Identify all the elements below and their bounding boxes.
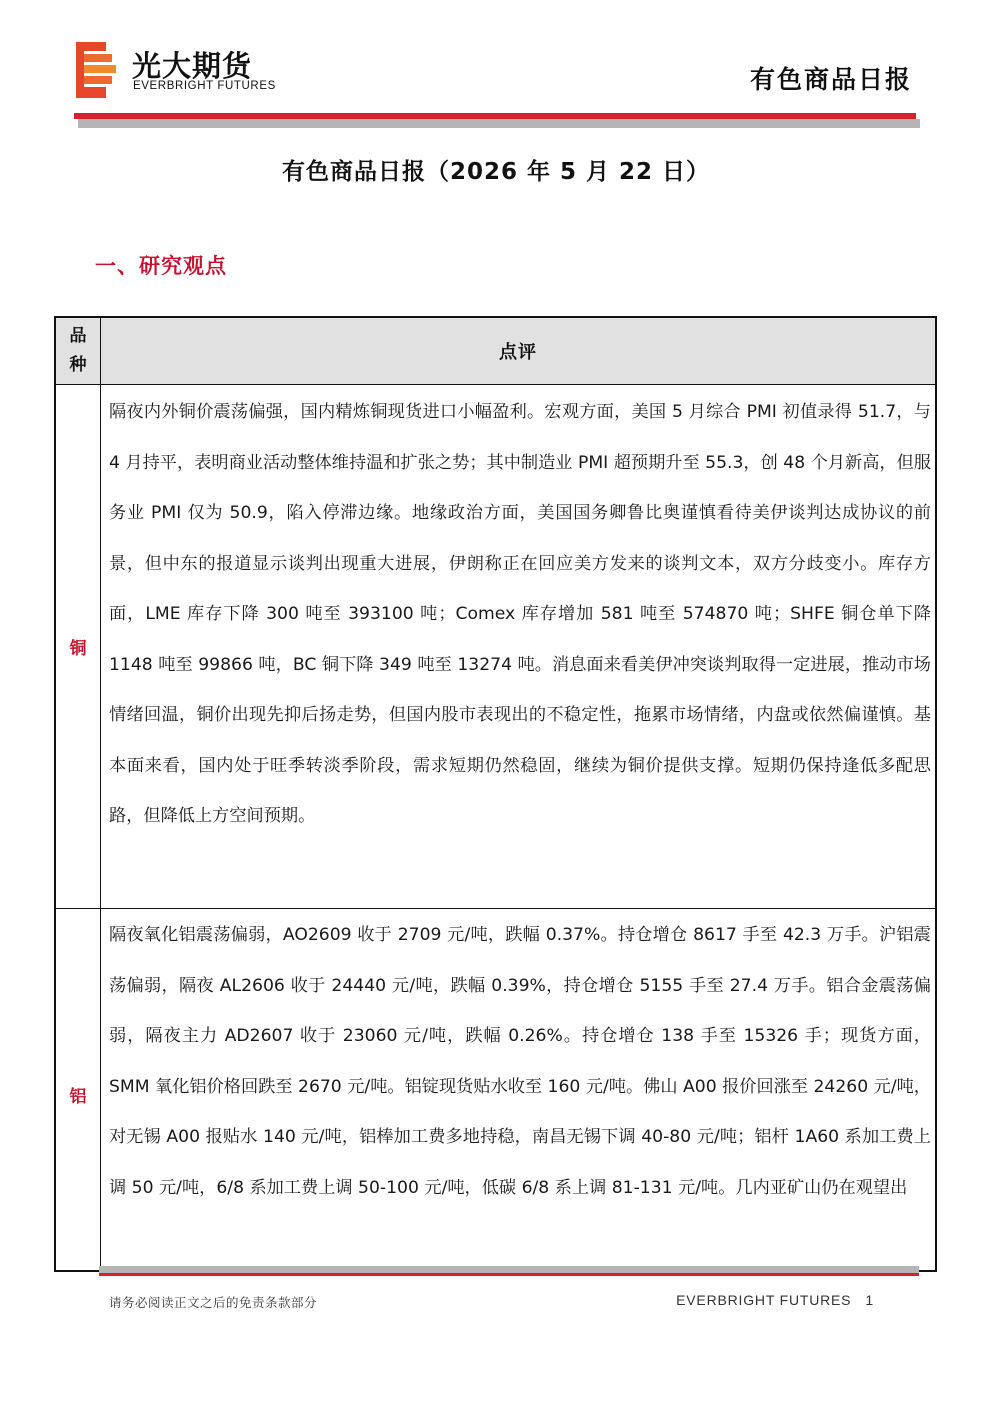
header-rule-shadow: [78, 119, 920, 128]
section-heading: 一、研究观点: [95, 254, 227, 278]
header-rule: [74, 113, 916, 119]
table-header-row: [56, 318, 935, 385]
comment-copper: 隔夜内外铜价震荡偏强，国内精炼铜现货进口小幅盈利。宏观方面，美国 5 月综合 PMI 初值录得 51.7，与 4 月持平，表明商业活动整体维持温和扩张之势；其中制造业 PMI 超预期升至 55.3，创 48 个月新高，但服务业 PMI 仅为 50.9，陷入停滞边缘。地缘政治方面，美国国务卿鲁比奥谨慎看待美伊谈判达成协议的前景，但中东的报道显示谈判出现重大进展，伊朗称正在回应美方发来的谈判文本，双方分歧变小。库存方面，LME 库存下降 300 吨至 393100 吨；Comex 库存增加 581 吨至 574870 吨；SHFE 铜仓单下降 1148 吨至 99866 吨，BC 铜下降 349 吨至 13274 吨。消息面来看美伊冲突谈判取得一定进展，推动市场情绪回温，铜价出现先抑后扬走势，但国内股市表现出的不稳定性，拖累市场情绪，内盘或依然偏谨慎。基本面来看，国内处于旺季转淡季阶段，需求短期仍然稳固，继续为铜价提供支撑。短期仍保持逢低多配思路，但降低上方空间预期。: [109, 402, 931, 826]
table-row-aluminum: [56, 909, 935, 1272]
footer-rule: [99, 1273, 919, 1276]
research-table: [54, 316, 937, 1272]
report-type-label: 有色商品日报: [749, 65, 912, 94]
comment-aluminum: 隔夜氧化铝震荡偏弱，AO2609 收于 2709 元/吨，跌幅 0.37%。持仓增仓 8617 手至 42.3 万手。沪铝震荡偏弱，隔夜 AL2606 收于 24440 元/吨，跌幅 0.39%，持仓增仓 5155 手至 27.4 万手。铝合金震荡偏弱，隔夜主力 AD2607 收于 23060 元/吨，跌幅 0.26%。持仓增仓 138 手至 15326 手；现货方面，SMM 氧化铝价格回跌至 2670 元/吨。铝锭现货贴水收至 160 元/吨。佛山 A00 报价回涨至 24260 元/吨，对无锡 A00 报贴水 140 元/吨，铝棒加工费多地持稳，南昌无锡下调 40-80 元/吨；铝杆 1A60 系加工费上调 50 元/吨，6/8 系加工费上调 50-100 元/吨，低碳 6/8 系上调 81-131 元/吨。几内亚矿山仍在观望出: [109, 925, 931, 1198]
table-row-copper: [56, 384, 935, 909]
variety-name-copper: 铜: [69, 638, 87, 659]
logo-mark-icon: [76, 42, 116, 98]
variety-name-aluminum: 铝: [69, 1086, 87, 1107]
header-comment: 点评: [499, 342, 537, 363]
company-logo: [76, 42, 286, 102]
header-variety-label: 品 种: [69, 326, 87, 375]
document-title: 有色商品日报（2026 年 5 月 22 日）: [281, 159, 711, 185]
column-divider: [100, 318, 101, 1270]
page-number: 1: [865, 1292, 874, 1308]
footer-brand-name: EVERBRIGHT FUTURES: [676, 1292, 852, 1308]
header-variety: [56, 318, 100, 384]
logo-chinese-name: 光大期货: [132, 49, 253, 83]
footer-disclaimer: 请务必阅读正文之后的免责条款部分: [109, 1295, 318, 1310]
logo-english-name: EVERBRIGHT FUTURES: [133, 80, 276, 92]
footer-brand: [676, 1292, 874, 1308]
